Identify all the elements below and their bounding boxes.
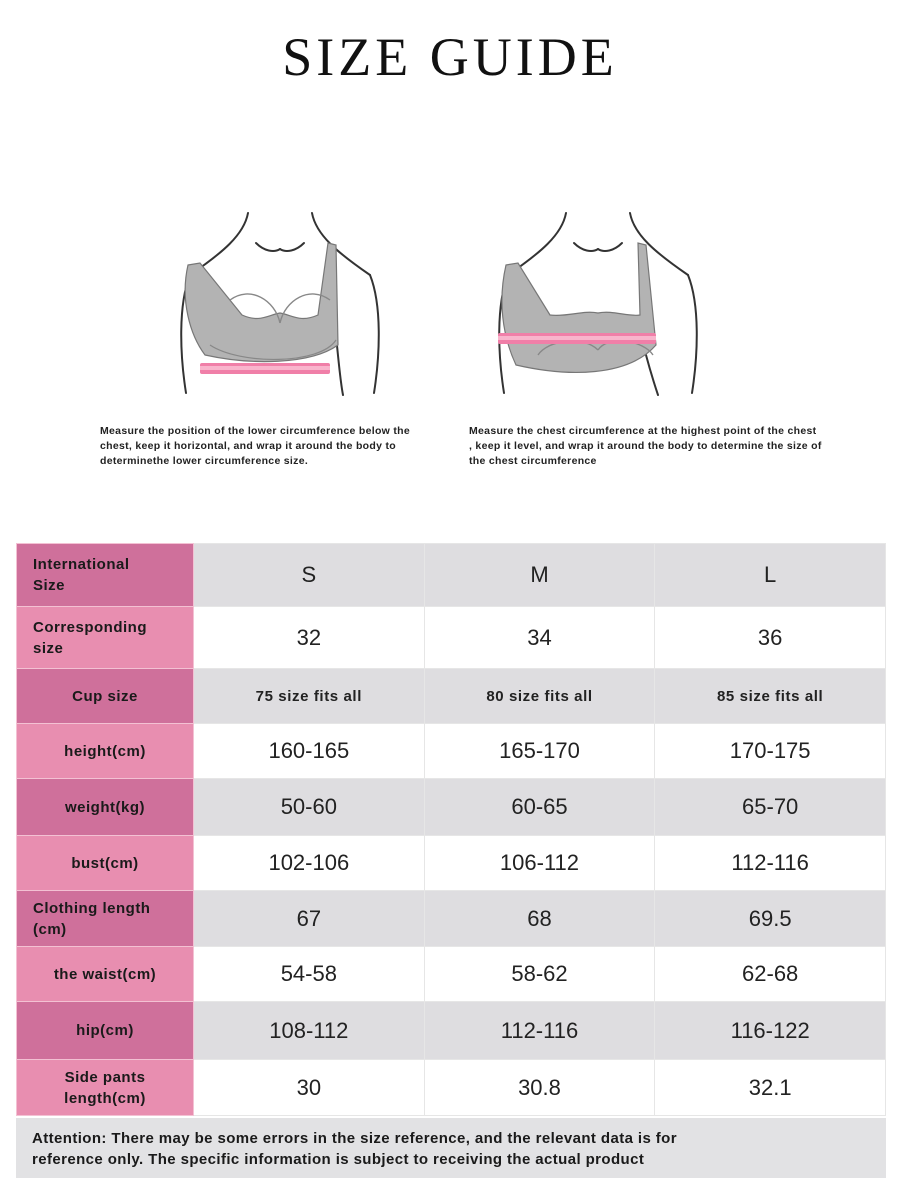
attention-line: reference only. The specific information is subject to receiving the actual product (32, 1151, 645, 1168)
row-label-hip: hip(cm) (17, 1002, 194, 1060)
row-label-cup-size: Cup size (17, 669, 194, 724)
table-cell: L (655, 544, 886, 607)
page-title: SIZE GUIDE (282, 27, 618, 87)
row-label-international-size: International Size (17, 544, 194, 607)
caption-line: , keep it level, and wrap it around the body to determine the size of (469, 440, 822, 452)
table-row (17, 544, 886, 607)
table-cell: M (424, 544, 655, 607)
table-cell: 30 (194, 1060, 425, 1116)
table-row (17, 836, 886, 891)
table-cell: 102-106 (194, 836, 425, 891)
table-cell: 68 (424, 891, 655, 947)
row-label-clothing-length: Clothing length (cm) (17, 891, 194, 947)
table-cell: 54-58 (194, 947, 425, 1002)
caption-line: Measure the position of the lower circumference below the (100, 425, 410, 437)
attention-note (16, 1118, 886, 1178)
table-cell: 34 (424, 607, 655, 669)
caption-line: the chest circumference (469, 455, 597, 467)
table-cell: 112-116 (424, 1002, 655, 1060)
table-cell: 58-62 (424, 947, 655, 1002)
table-row (17, 669, 886, 724)
table-cell: 170-175 (655, 724, 886, 779)
table-cell: 165-170 (424, 724, 655, 779)
table-row (17, 779, 886, 836)
attention-line: Attention: There may be some errors in the size reference, and the relevant data is for (32, 1130, 677, 1147)
table-row (17, 724, 886, 779)
table-cell: 80 size fits all (424, 669, 655, 724)
row-label-corresponding-size: Corresponding size (17, 607, 194, 669)
table-cell: 36 (655, 607, 886, 669)
table-row (17, 1060, 886, 1116)
table-cell: 32 (194, 607, 425, 669)
row-label-weight: weight(kg) (17, 779, 194, 836)
caption-line: determinethe lower circumference size. (100, 455, 309, 467)
table-cell: 60-65 (424, 779, 655, 836)
row-label-waist: the waist(cm) (17, 947, 194, 1002)
table-cell: 106-112 (424, 836, 655, 891)
table-cell: 32.1 (655, 1060, 886, 1116)
table-cell: 112-116 (655, 836, 886, 891)
row-label-bust: bust(cm) (17, 836, 194, 891)
table-cell: 30.8 (424, 1060, 655, 1116)
table-cell: 108-112 (194, 1002, 425, 1060)
underbust-caption (100, 424, 440, 469)
table-cell: 160-165 (194, 724, 425, 779)
table-cell: 69.5 (655, 891, 886, 947)
table-row (17, 607, 886, 669)
table-cell: 62-68 (655, 947, 886, 1002)
table-row (17, 1002, 886, 1060)
table-cell: 75 size fits all (194, 669, 425, 724)
caption-line: chest, keep it horizontal, and wrap it around the body to (100, 440, 396, 452)
caption-line: Measure the chest circumference at the highest point of the chest (469, 425, 817, 437)
table-row (17, 947, 886, 1002)
bust-caption (469, 424, 859, 469)
row-label-height: height(cm) (17, 724, 194, 779)
table-cell: 85 size fits all (655, 669, 886, 724)
row-label-side-pants-length: Side pants length(cm) (17, 1060, 194, 1116)
table-cell: 65-70 (655, 779, 886, 836)
bra-underbust-measurement-illustration (160, 205, 400, 400)
table-cell: 50-60 (194, 779, 425, 836)
bra-bust-measurement-illustration (478, 205, 718, 400)
table-cell: 116-122 (655, 1002, 886, 1060)
table-cell: S (194, 544, 425, 607)
table-cell: 67 (194, 891, 425, 947)
table-row (17, 891, 886, 947)
size-chart-table (16, 543, 886, 1116)
